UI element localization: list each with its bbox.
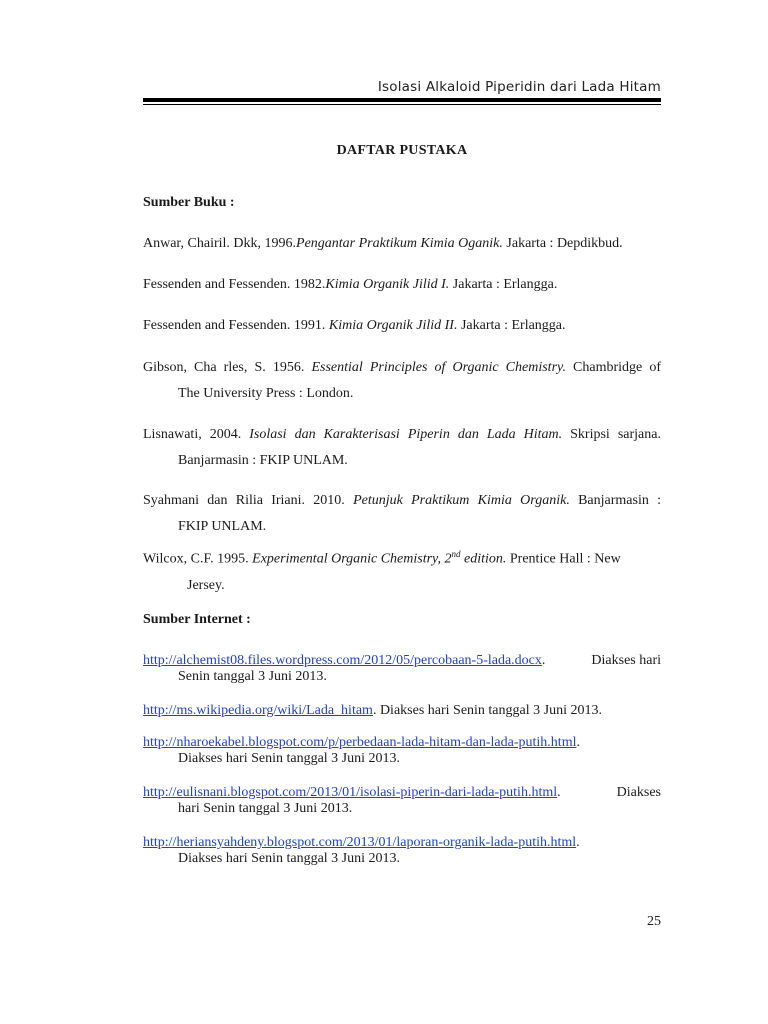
internet-ref: http://alchemist08.files.wordpress.com/2012/05/percobaan-5-lada.docx. Diakses hari Senin tanggal 3 Juni 2013.: [143, 653, 661, 684]
header-rule-thin: [143, 104, 661, 105]
reference-link[interactable]: http://alchemist08.files.wordpress.com/2012/05/percobaan-5-lada.docx: [143, 653, 542, 668]
internet-ref: http://nharoekabel.blogspot.com/p/perbedaan-lada-hitam-dan-lada-putih.html . Diakses hari Senin tanggal 3 Juni 2013.: [143, 735, 580, 766]
internet-ref: http://ms.wikipedia.org/wiki/Lada_hitam . Diakses hari Senin tanggal 3 Juni 2013.: [143, 703, 602, 718]
page-title: DAFTAR PUSTAKA: [336, 143, 468, 158]
page-number: 25: [647, 914, 661, 929]
books-heading: Sumber Buku :: [143, 195, 235, 210]
book-ref: Wilcox, C.F. 1995. Experimental Organic Chemistry, 2nd edition. Prentice Hall : New Jersey.: [143, 549, 621, 593]
internet-heading: Sumber Internet :: [143, 612, 251, 627]
book-ref: Lisnawati, 2004. Isolasi dan Karakterisasi Piperin dan Lada Hitam. Skripsi sarjana. Banjarmasin : FKIP UNLAM.: [143, 427, 661, 468]
running-header: Isolasi Alkaloid Piperidin dari Lada Hitam: [377, 79, 661, 95]
book-ref: Anwar, Chairil. Dkk, 1996.Pengantar Praktikum Kimia Oganik. Jakarta : Depdikbud.: [143, 236, 623, 251]
header-rule-thick: [143, 98, 661, 102]
internet-ref: http://eulisnani.blogspot.com/2013/01/isolasi-piperin-dari-lada-putih.html. Diakses hari Senin tanggal 3 Juni 2013.: [143, 785, 661, 816]
reference-link[interactable]: http://nharoekabel.blogspot.com/p/perbedaan-lada-hitam-dan-lada-putih.html: [143, 735, 577, 750]
internet-ref: http://heriansyahdeny.blogspot.com/2013/01/laporan-organik-lada-putih.html . Diakses hari Senin tanggal 3 Juni 2013.: [143, 835, 580, 866]
book-ref: Syahmani dan Rilia Iriani. 2010. Petunjuk Praktikum Kimia Organik. Banjarmasin : FKIP UNLAM.: [143, 493, 662, 534]
book-ref: Fessenden and Fessenden. 1982.Kimia Organik Jilid I. Jakarta : Erlangga.: [143, 277, 558, 292]
reference-link[interactable]: http://ms.wikipedia.org/wiki/Lada_hitam: [143, 703, 373, 718]
reference-link[interactable]: http://eulisnani.blogspot.com/2013/01/isolasi-piperin-dari-lada-putih.html: [143, 785, 558, 800]
book-ref: Fessenden and Fessenden. 1991. Kimia Organik Jilid II. Jakarta : Erlangga.: [143, 318, 566, 333]
reference-link[interactable]: http://heriansyahdeny.blogspot.com/2013/01/laporan-organik-lada-putih.html: [143, 835, 577, 850]
book-ref: Gibson, Cha rles, S. 1956. Essential Principles of Organic Chemistry. Chambridge of The University Press : London.: [143, 360, 662, 401]
